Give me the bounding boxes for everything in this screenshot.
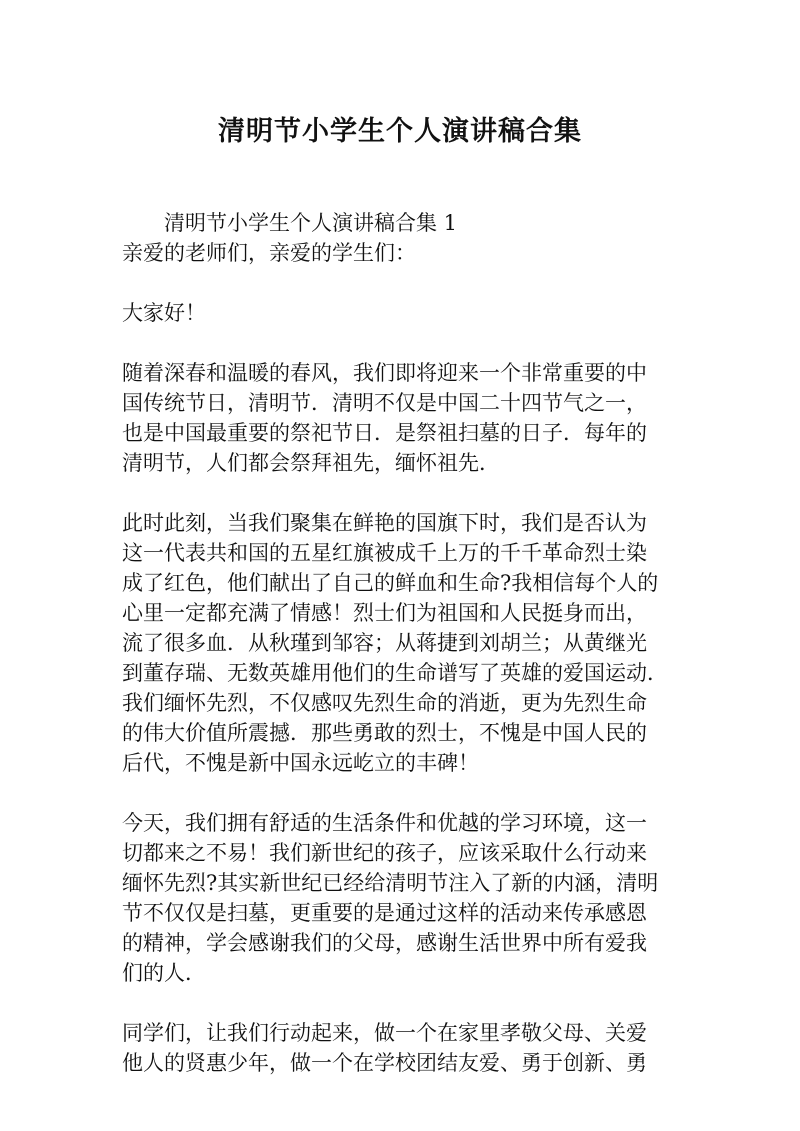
paragraph-3 <box>122 808 682 988</box>
text-line: 缅怀先烈?其实新世纪已经给清明节注入了新的内涵，清明 <box>122 871 659 895</box>
text-line: 切都来之不易！我们新世纪的孩子，应该采取什么行动来 <box>122 841 647 865</box>
greeting-line: 亲爱的老师们，亲爱的学生们： <box>122 241 416 265</box>
paragraph-4 <box>122 1018 682 1078</box>
text-line: 到董存瑞、无数英雄用他们的生命谱写了英雄的爱国运动． <box>122 661 668 685</box>
text-line: 成了红色，他们献出了自己的鲜血和生命?我相信每个人的 <box>122 571 659 595</box>
text-line: 他人的贤惠少年，做一个在学校团结友爱、勇于创新、勇 <box>122 1051 647 1075</box>
text-line: 心里一定都充满了情感！烈士们为祖国和人民挺身而出， <box>122 601 647 625</box>
text-line: 随着深春和温暖的春风，我们即将迎来一个非常重要的中 <box>122 361 647 385</box>
text-line: 这一代表共和国的五星红旗被成千上万的千千革命烈士染 <box>122 541 647 565</box>
document-body <box>122 208 682 1078</box>
paragraph-spacer <box>122 328 682 358</box>
paragraph-1 <box>122 358 682 478</box>
text-line: 节不仅仅是扫墓，更重要的是通过这样的活动来传承感恩 <box>122 901 647 925</box>
salutation-line: 大家好！ <box>122 301 206 325</box>
paragraph-spacer <box>122 478 682 508</box>
paragraph-spacer <box>122 268 682 298</box>
text-line: 的伟大价值所震撼．那些勇敢的烈士，不愧是中国人民的 <box>122 721 647 745</box>
text-line: 同学们，让我们行动起来，做一个在家里孝敬父母、关爱 <box>122 1021 647 1045</box>
text-line: 国传统节日，清明节．清明不仅是中国二十四节气之一， <box>122 391 647 415</box>
text-line: 也是中国最重要的祭祀节日．是祭祖扫墓的日子．每年的 <box>122 421 647 445</box>
document-title: 清明节小学生个人演讲稿合集 <box>218 116 582 147</box>
text-line: 流了很多血．从秋瑾到邹容；从蒋捷到刘胡兰；从黄继光 <box>122 631 647 655</box>
paragraph-spacer <box>122 988 682 1018</box>
text-line: 清明节，人们都会祭拜祖先，缅怀祖先． <box>122 451 500 475</box>
section-heading: 清明节小学生个人演讲稿合集 1 <box>164 211 458 235</box>
text-line: 后代，不愧是新中国永远屹立的丰碑！ <box>122 751 479 775</box>
paragraph-2 <box>122 508 682 778</box>
text-line: 此时此刻，当我们聚集在鲜艳的国旗下时，我们是否认为 <box>122 511 647 535</box>
text-line: 我们缅怀先烈，不仅感叹先烈生命的消逝，更为先烈生命 <box>122 691 647 715</box>
paragraph-spacer <box>122 778 682 808</box>
text-line: 今天，我们拥有舒适的生活条件和优越的学习环境，这一 <box>122 811 647 835</box>
text-line: 们的人． <box>122 961 206 985</box>
text-line: 的精神，学会感谢我们的父母，感谢生活世界中所有爱我 <box>122 931 647 955</box>
